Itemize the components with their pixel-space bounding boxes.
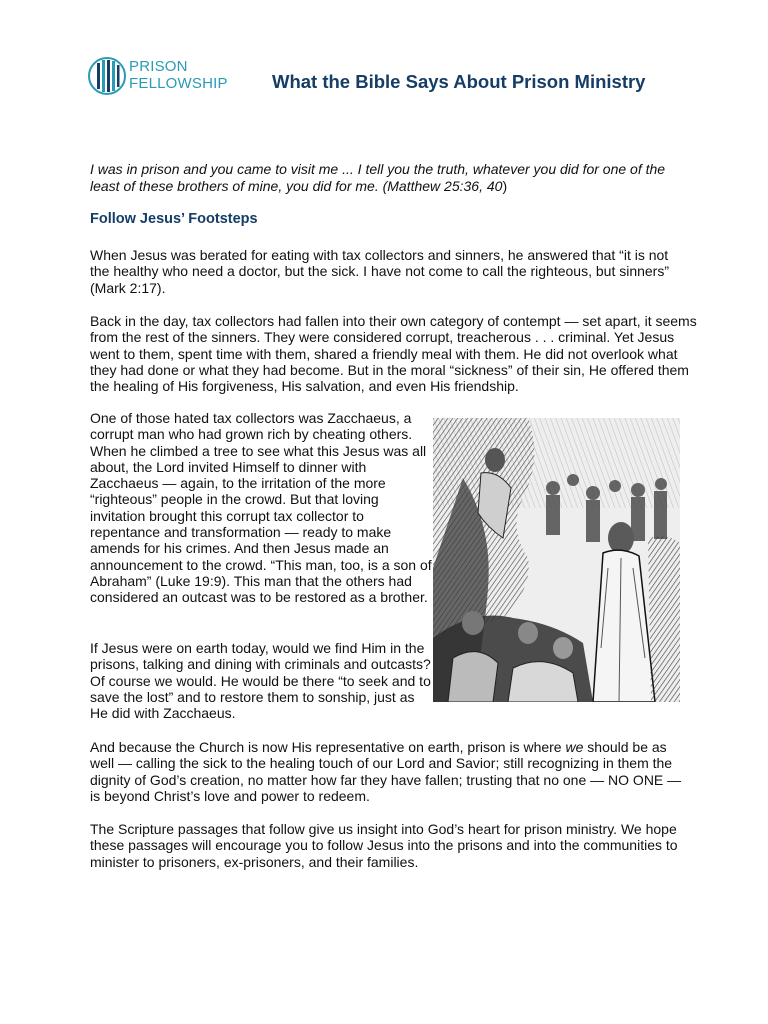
page-title: What the Bible Says About Prison Ministry (272, 71, 646, 92)
paragraph-text-end: should be as well — calling the sick to the healing touch of our Lord and Savior; still recognizing in them the dignity of God’s creation, no matter how far they have fallen; trusting that no one — NO ONE — is beyond Christ’s love and power to redeem. (90, 739, 682, 804)
logo-line-1: PRISON (129, 58, 188, 75)
logo-mark-icon (88, 56, 126, 96)
zacchaeus-engraving-image (433, 418, 680, 702)
paragraph-healthy-sick: When Jesus was berated for eating with tax collectors and sinners, he answered that “it is not the healthy who need a doctor, but the sick. I have not come to call the righteous, but sinners” (Mark 2:17). (90, 247, 670, 296)
paragraph-jesus-today: If Jesus were on earth today, would we find Him in the prisons, talking and dining with criminals and outcasts? Of course we would. He would be there “to seek and to save the lost” and to restore them to sonship, just as He did with Zacchaeus. (90, 640, 431, 722)
paragraph-church-representative (90, 739, 690, 804)
section-heading: Follow Jesus’ Footsteps (90, 211, 258, 227)
logo-wordmark (129, 58, 228, 92)
scripture-quote (90, 161, 690, 195)
emphasis-we: we (565, 739, 584, 755)
paragraph-text-start: And because the Church is now His representative on earth, prison is where (90, 739, 566, 755)
paragraph-scripture-insight: The Scripture passages that follow give us insight into God’s heart for prison ministry. We hope these passages will encourage you to follow Jesus into the prisons and into the communities to minister to prisoners, ex-prisoners, and their families. (90, 821, 678, 870)
paragraph-tax-collectors: Back in the day, tax collectors had fallen into their own category of contempt — set apart, it seems from the rest of the sinners. They were considered corrupt, treacherous . . . criminal. Yet Jesus went to them, spent time with them, shared a friendly meal with them. He did not overlook what they had done or what they had become. But in the moral “sickness” of their sin, He offered them the healing of His forgiveness, His salvation, and even His friendship. (90, 313, 697, 395)
paragraph-zacchaeus: One of those hated tax collectors was Zacchaeus, a corrupt man who had grown rich by cheating others. When he climbed a tree to see what this Jesus was all about, the Lord invited Himself to dinner with Zacchaeus — again, to the irritation of the more “righteous” people in the crowd. But that loving invitation brought this corrupt tax collector to repentance and transformation — ready to make amends for his crimes. And then Jesus made an announcement to the crowd. “This man, too, is a son of Abraham” (Luke 19:9). This man that the others had considered an outcast was to be restored as a brother. (90, 410, 432, 606)
quote-text: I was in prison and you came to visit me ... I tell you the truth, whatever you did for one of the least of these brothers of mine, you did for me. (Matthew 25:36, 40 (90, 161, 666, 194)
quote-close-paren: ) (502, 178, 508, 194)
logo-line-2: FELLOWSHIP (129, 75, 228, 92)
prison-fellowship-logo (88, 56, 238, 96)
